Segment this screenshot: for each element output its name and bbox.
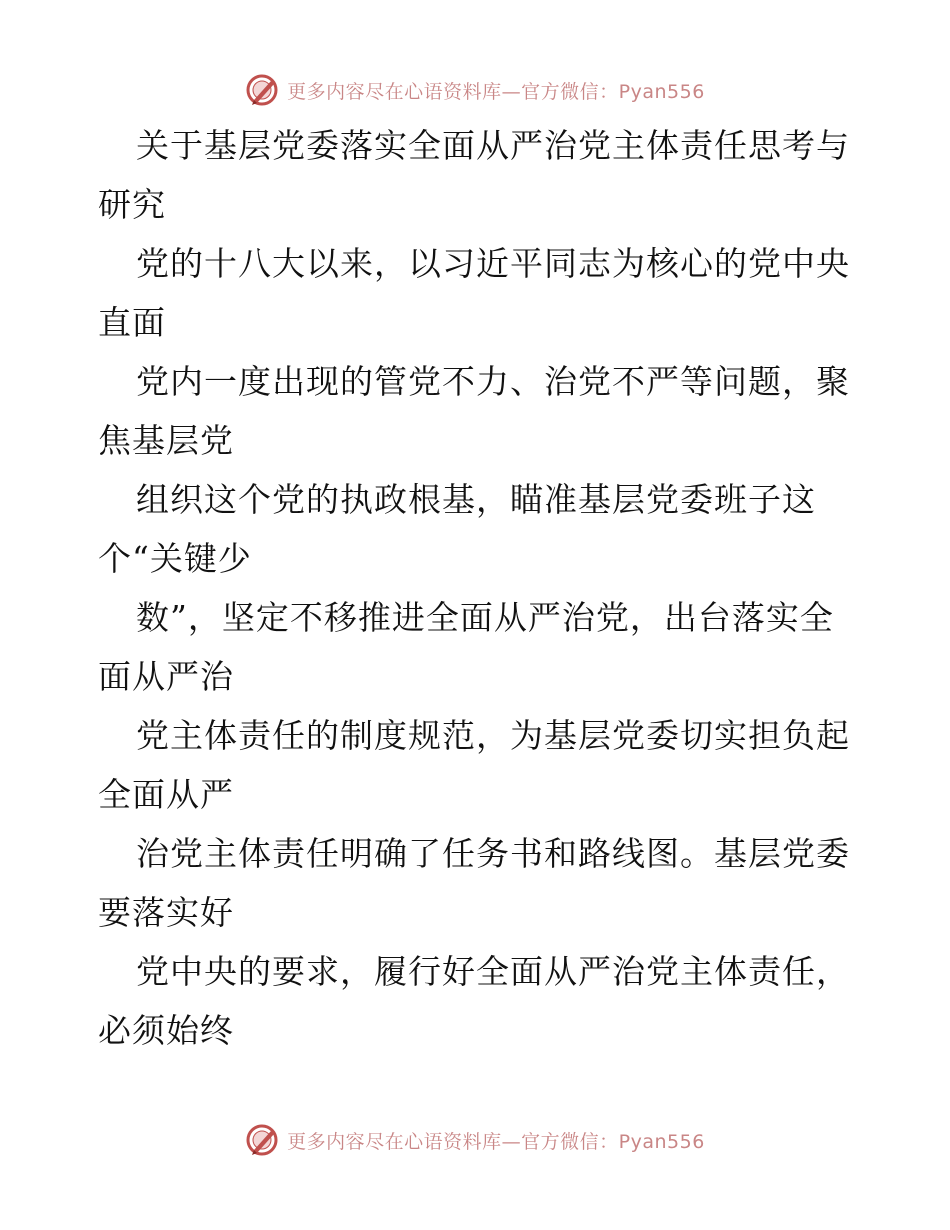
paragraph — [98, 588, 888, 706]
paragraph-line: 要落实好 — [98, 893, 234, 932]
paragraph-line: 党主体责任的制度规范，为基层党委切实担负起 — [136, 716, 850, 755]
paragraph — [98, 824, 888, 942]
pen-circle-logo-icon — [245, 1123, 279, 1157]
document-body — [98, 116, 888, 1060]
paragraph-line: 研究 — [98, 185, 166, 224]
paragraph-line: 党中央的要求，履行好全面从严治党主体责任， — [136, 952, 850, 991]
paragraph-line: 关于基层党委落实全面从严治党主体责任思考与 — [136, 126, 850, 165]
pen-circle-logo-icon — [245, 73, 279, 107]
footer-wechat-id: Pyan556 — [618, 1130, 705, 1153]
paragraph-line: 全面从严 — [98, 775, 234, 814]
paragraph — [98, 116, 888, 234]
paragraph — [98, 706, 888, 824]
header-wechat-id: Pyan556 — [618, 80, 705, 103]
paragraph-line: 党内一度出现的管党不力、治党不严等问题，聚 — [136, 362, 850, 401]
paragraph — [98, 352, 888, 470]
paragraph-line: 个“关键少 — [98, 539, 252, 578]
footer-banner-text — [287, 1127, 705, 1154]
header-site-text: 更多内容尽在心语资料库—官方微信： — [287, 80, 619, 103]
paragraph-line: 治党主体责任明确了任务书和路线图。基层党委 — [136, 834, 850, 873]
paragraph — [98, 470, 888, 588]
paragraph-line: 必须始终 — [98, 1011, 234, 1050]
paragraph-line: 党的十八大以来，以习近平同志为核心的党中央 — [136, 244, 850, 283]
paragraph-line: 面从严治 — [98, 657, 234, 696]
paragraph-line: 焦基层党 — [98, 421, 234, 460]
paragraph-line: 数”，坚定不移推进全面从严治党，出台落实全 — [136, 598, 834, 637]
footer-site-text: 更多内容尽在心语资料库—官方微信： — [287, 1130, 619, 1153]
paragraph-line: 直面 — [98, 303, 166, 342]
paragraph — [98, 234, 888, 352]
footer-banner — [0, 1120, 950, 1160]
header-banner-text — [287, 77, 705, 104]
paragraph — [98, 942, 888, 1060]
header-banner — [0, 70, 950, 110]
paragraph-line: 组织这个党的执政根基，瞄准基层党委班子这 — [136, 480, 816, 519]
